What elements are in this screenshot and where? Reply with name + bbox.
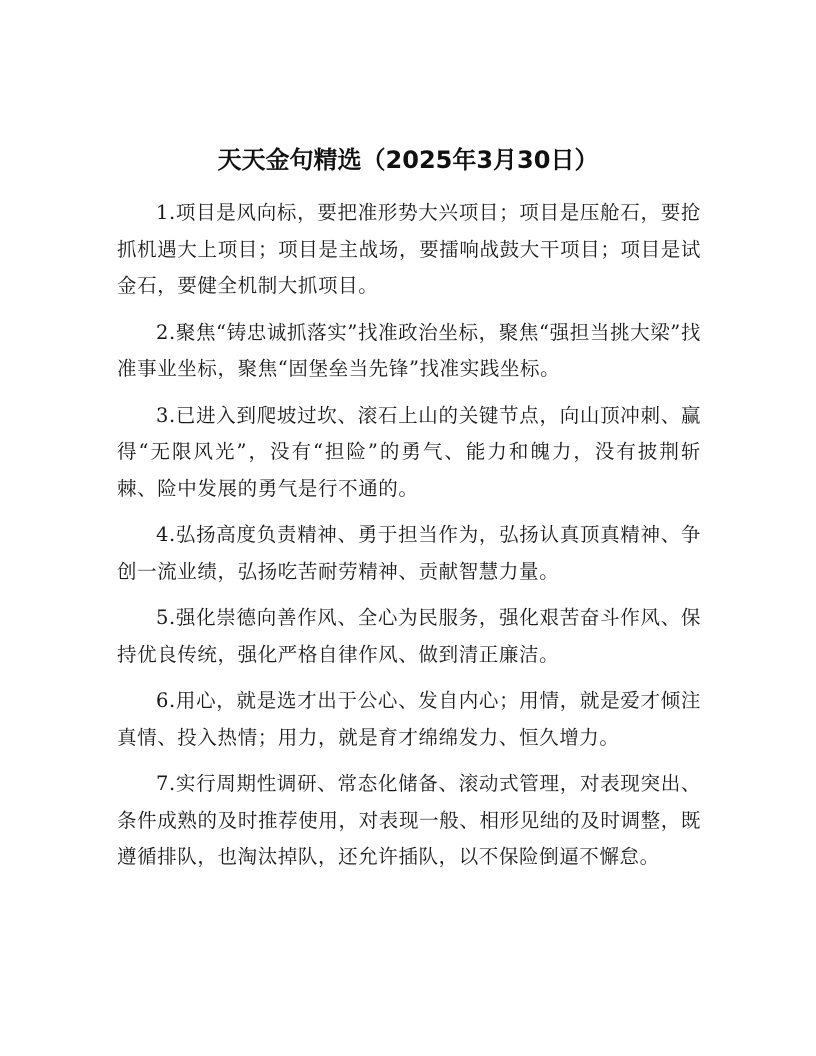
document-title: 天天金句精选（2025年3月30日）	[217, 146, 599, 174]
paragraph-7: 7.实行周期性调研、常态化储备、滚动式管理，对表现突出、条件成熟的及时推荐使用，对表现一般、相形见绌的及时调整，既遵循排队，也淘汰掉队，还允许插队，以不保险倒逼不懈怠。	[117, 772, 701, 868]
paragraph-5: 5.强化崇德向善作风、全心为民服务，强化艰苦奋斗作风、保持优良传统，强化严格自律作风、做到清正廉洁。	[117, 606, 701, 666]
paragraph-4: 4.弘扬高度负责精神、勇于担当作为，弘扬认真顶真精神、争创一流业绩，弘扬吃苦耐劳精神、贡献智慧力量。	[117, 523, 701, 583]
paragraph-6: 6.用心，就是选才出于公心、发自内心；用情，就是爱才倾注真情、投入热情；用力，就是育才绵绵发力、恒久增力。	[117, 689, 701, 749]
paragraph-1: 1.项目是风向标，要把准形势大兴项目；项目是压舱石，要抢抓机遇大上项目；项目是主战场，要擂响战鼓大干项目；项目是试金石，要健全机制大抓项目。	[117, 201, 701, 297]
document-body	[117, 195, 701, 886]
paragraph-2: 2.聚焦“铸忠诚抓落实”找准政治坐标，聚焦“强担当挑大梁”找准事业坐标，聚焦“固堡垒当先锋”找准实践坐标。	[117, 320, 701, 380]
paragraph-3: 3.已进入到爬坡过坎、滚石上山的关键节点，向山顶冲刺、赢得“无限风光”，没有“担险”的勇气、能力和魄力，没有披荆斩棘、险中发展的勇气是行不通的。	[117, 403, 701, 500]
